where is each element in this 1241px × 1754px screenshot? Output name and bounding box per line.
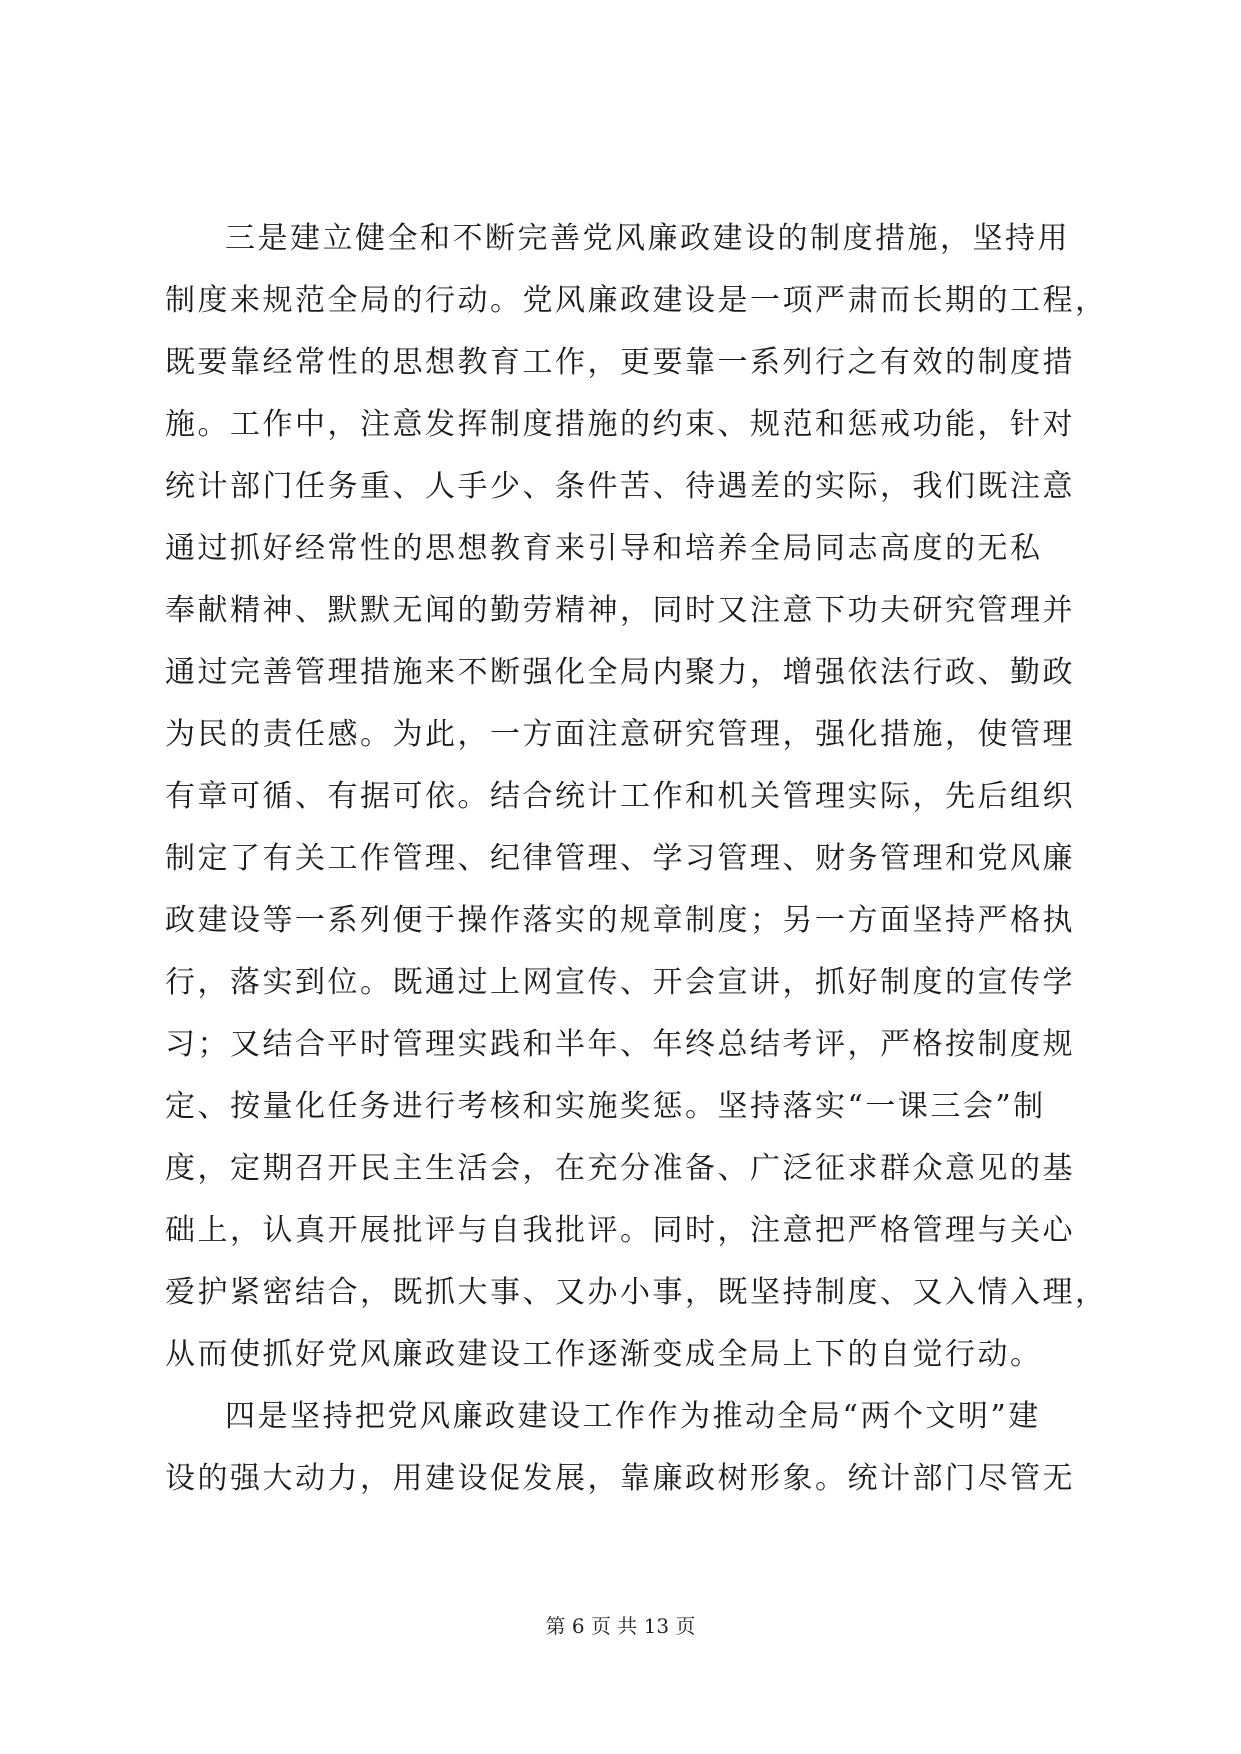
text-line: 度，定期召开民主生活会，在充分准备、广泛征求群众意见的基 [165,1151,1075,1186]
text-line: 制定了有关工作管理、纪律管理、学习管理、财务管理和党风廉 [165,841,1075,876]
text-line: 设的强大动力，用建设促发展，靠廉政树形象。统计部门尽管无 [165,1461,1075,1496]
text-line: 奉献精神、默默无闻的勤劳精神，同时又注意下功夫研究管理并 [165,593,1075,628]
paragraph [165,1386,1085,1510]
text-line: 政建设等一系列便于操作落实的规章制度；另一方面坚持严格执 [165,903,1075,938]
text-line: 行，落实到位。既通过上网宣传、开会宣讲，抓好制度的宣传学 [165,965,1075,1000]
document-body [165,208,1108,1510]
text-line: 制度来规范全局的行动。党风廉政建设是一项严肃而长期的工程， [165,283,1108,318]
page-number-footer: 第 6 页 共 13 页 [545,1614,696,1638]
text-line: 爱护紧密结合，既抓大事、又办小事，既坚持制度、又入情入理， [165,1275,1108,1310]
text-line: 从而使抓好党风廉政建设工作逐渐变成全局上下的自觉行动。 [165,1337,1043,1372]
text-line: 有章可循、有据可依。结合统计工作和机关管理实际，先后组织 [165,779,1075,814]
text-line: 定、按量化任务进行考核和实施奖惩。坚持落实“一课三会”制 [165,1089,1046,1124]
text-line: 通过抓好经常性的思想教育来引导和培养全局同志高度的无私 [165,531,1043,566]
text-line: 习；又结合平时管理实践和半年、年终总结考评，严格按制度规 [165,1027,1075,1062]
text-line: 四是坚持把党风廉政建设工作作为推动全局“两个文明”建 [225,1399,1041,1434]
paragraph [165,208,1108,1386]
text-line: 础上，认真开展批评与自我批评。同时，注意把严格管理与关心 [165,1213,1075,1248]
text-line: 三是建立健全和不断完善党风廉政建设的制度措施，坚持用 [225,221,1070,256]
text-line: 通过完善管理措施来不断强化全局内聚力，增强依法行政、勤政 [165,655,1075,690]
text-line: 施。工作中，注意发挥制度措施的约束、规范和惩戒功能，针对 [165,407,1075,442]
text-line: 为民的责任感。为此，一方面注意研究管理，强化措施，使管理 [165,717,1075,752]
text-line: 统计部门任务重、人手少、条件苦、待遇差的实际，我们既注意 [165,469,1075,504]
text-line: 既要靠经常性的思想教育工作，更要靠一系列行之有效的制度措 [165,345,1075,380]
